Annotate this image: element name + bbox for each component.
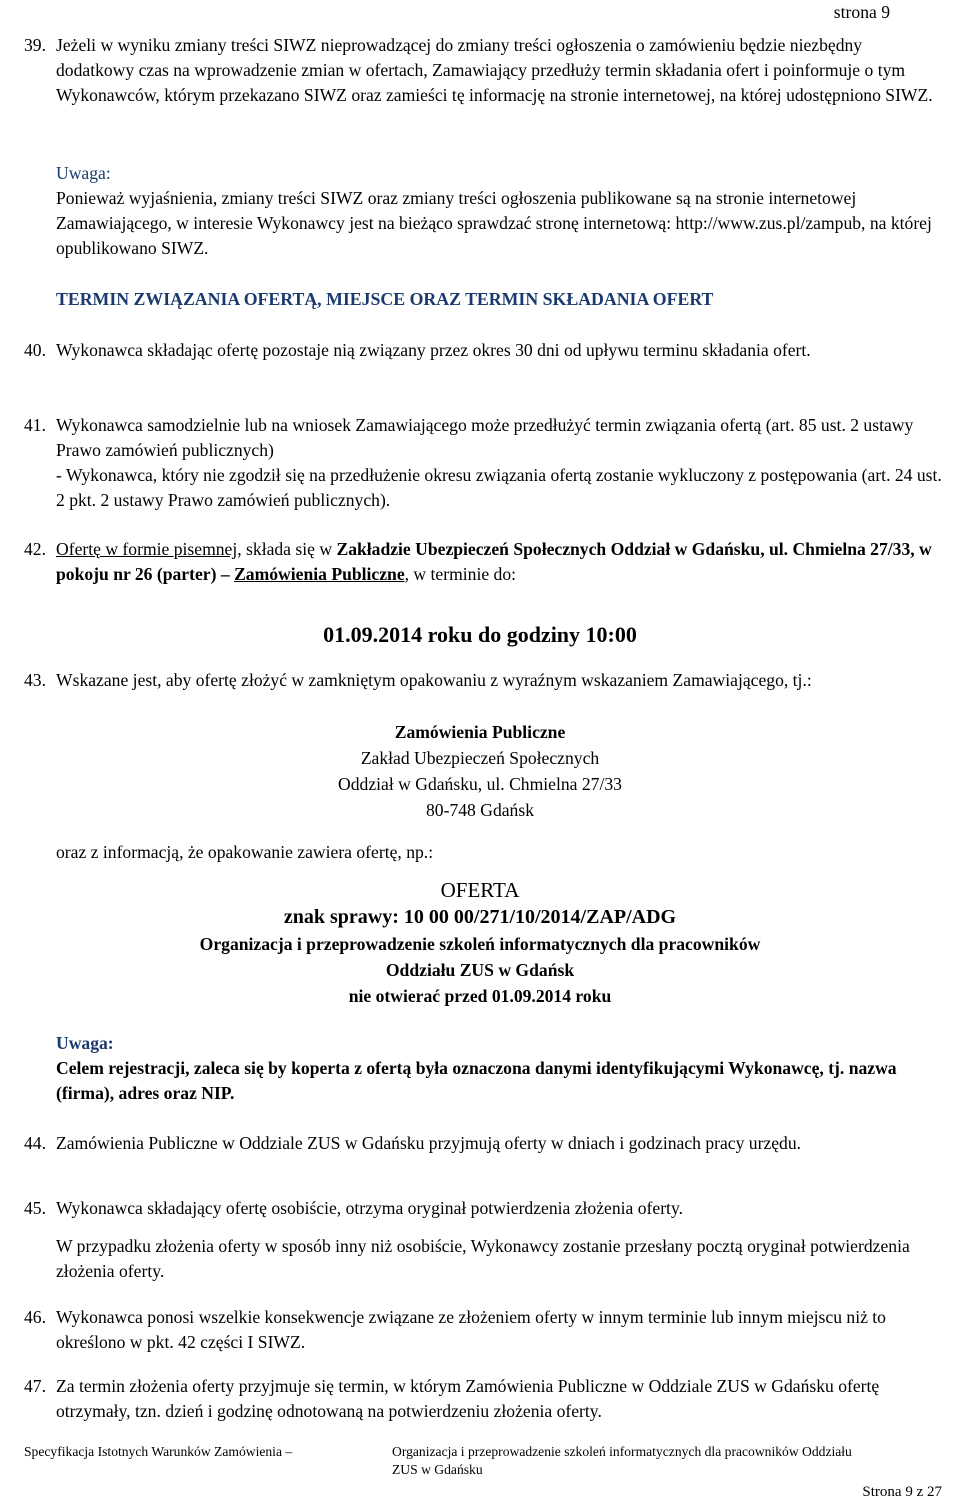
- note-label: Uwaga:: [56, 163, 111, 183]
- paragraph-45: [24, 1196, 942, 1284]
- footer-right: [392, 1443, 952, 1479]
- paragraph-text: Wskazane jest, aby ofertę złożyć w zamkniętym opakowaniu z wyraźnym wskazaniem Zamawiającego, tj.:: [56, 670, 812, 690]
- offer-title: Organizacja i przeprowadzenie szkoleń informatycznych dla pracowników: [199, 934, 761, 954]
- paragraph-text-postal: W przypadku złożenia oferty w sposób inny niż osobiście, Wykonawcy zostanie przesłany pocztą oryginał potwierdzenia złożenia oferty.: [56, 1236, 910, 1281]
- paragraph-number: 44.: [24, 1133, 46, 1153]
- section-heading: TERMIN ZWIĄZANIA OFERTĄ, MIEJSCE ORAZ TERMIN SKŁADANIA OFERT: [56, 289, 714, 309]
- paragraph-46: [24, 1305, 942, 1355]
- package-info-text: oraz z informacją, że opakowanie zawiera ofertę, np.:: [56, 842, 434, 862]
- offer-label: OFERTA: [440, 878, 520, 902]
- term-text: , w terminie do:: [404, 564, 517, 584]
- note-2: [56, 1031, 942, 1106]
- note-1: [56, 161, 942, 261]
- paragraph-40: [24, 338, 942, 363]
- location-text: Zakładzie Ubezpieczeń Społecznych Oddział w Gdańsku, ul. Chmielna 27/33, w pokoju nr 26 (parter): [56, 539, 932, 584]
- offer-branch: Oddziału ZUS w Gdańsk: [385, 960, 575, 980]
- address-line-2: Zakład Ubezpieczeń Społecznych: [360, 748, 600, 768]
- address-line-3: Oddział w Gdańsku, ul. Chmielna 27/33: [338, 774, 622, 794]
- paragraph-number: 41.: [24, 415, 46, 435]
- page-header: strona 9: [833, 2, 890, 22]
- paragraph-47: [24, 1374, 942, 1424]
- paragraph-text: Za termin złożenia oferty przyjmuje się termin, w którym Zamówienia Publiczne w Oddziale ZUS w Gdańsku ofertę otrzymały, tzn. dzień i godzinę odnotowaną na potwierdzeniu złożenia oferty.: [56, 1376, 880, 1421]
- paragraph-text-exclusion: - Wykonawca, który nie zgodził się na przedłużenie okresu związania ofertą zostanie wykluczony z postępowania (art. 24 ust. 2 pkt. 2 ustawy Prawo zamówień publicznych).: [56, 465, 942, 510]
- connector-text: , składa się w: [237, 539, 337, 559]
- deadline-date: 01.09.2014 roku do godziny 10:00: [323, 622, 637, 647]
- note-text: Ponieważ wyjaśnienia, zmiany treści SIWZ oraz zmiany treści ogłoszenia publikowane są na stronie internetowej Zamawiającego, w interesie Wykonawcy jest na bieżąco sprawdzać stronę internetową: http://www.zus.pl/zampub, na której opublikowano SIWZ.: [56, 188, 932, 258]
- offer-form-text: Ofertę w formie pisemnej: [56, 539, 238, 559]
- note-label: Uwaga:: [56, 1033, 114, 1053]
- paragraph-42: [24, 537, 942, 587]
- paragraph-number: 42.: [24, 539, 46, 559]
- paragraph-number: 40.: [24, 340, 46, 360]
- paragraph-41: [24, 413, 942, 513]
- paragraph-text: Wykonawca składający ofertę osobiście, otrzyma oryginał potwierdzenia złożenia oferty.: [56, 1198, 683, 1218]
- paragraph-text: Jeżeli w wyniku zmiany treści SIWZ nieprowadzącej do zmiany treści ogłoszenia o zamówieniu będzie niezbędny dodatkowy czas na wprowadzenie zmian w ofertach, Zamawiający przedłuży termin składania ofert i poinformuje o tym Wykonawców, którym przekazano SIWZ oraz zamieści tę informację na stronie internetowej, na której udostępniono SIWZ.: [56, 35, 933, 105]
- offer-do-not-open: nie otwierać przed 01.09.2014 roku: [348, 986, 612, 1006]
- note-text: Celem rejestracji, zaleca się by koperta z ofertą była oznaczona danymi identyfikującymi Wykonawcę, tj. nazwa (firma), adres oraz NIP.: [56, 1058, 897, 1103]
- paragraph-39: [24, 33, 942, 108]
- footer-right-line-2: ZUS w Gdańsku: [392, 1462, 483, 1477]
- paragraph-text: Zamówienia Publiczne w Oddziale ZUS w Gdańsku przyjmują oferty w dniach i godzinach pracy urzędu.: [56, 1133, 802, 1153]
- paragraph-number: 46.: [24, 1307, 46, 1327]
- paragraph-number: 47.: [24, 1376, 46, 1396]
- paragraph-44: [24, 1131, 942, 1156]
- footer-page-number: Strona 9 z 27: [862, 1484, 942, 1500]
- paragraph-number: 43.: [24, 670, 46, 690]
- paragraph-number: 45.: [24, 1198, 46, 1218]
- dash-text: –: [216, 564, 235, 584]
- address-line-1: Zamówienia Publiczne: [394, 722, 566, 742]
- paragraph-text: Wykonawca samodzielnie lub na wniosek Zamawiającego może przedłużyć termin związania ofertą (art. 85 ust. 2 ustawy Prawo zamówień publicznych): [56, 415, 914, 460]
- paragraph-number: 39.: [24, 35, 46, 55]
- paragraph-text: Wykonawca ponosi wszelkie konsekwencje związane ze złożeniem oferty w innym terminie lub innym miejscu niż to określono w pkt. 42 części I SIWZ.: [56, 1307, 886, 1352]
- footer-right-line-1: Organizacja i przeprowadzenie szkoleń informatycznych dla pracowników Oddziału: [392, 1444, 852, 1459]
- paragraph-text: Wykonawca składając ofertę pozostaje nią związany przez okres 30 dni od upływu terminu składania ofert.: [56, 340, 811, 360]
- footer-left: Specyfikacja Istotnych Warunków Zamówienia –: [24, 1444, 293, 1459]
- address-line-4: 80-748 Gdańsk: [426, 800, 534, 820]
- department-text: Zamówienia Publiczne: [234, 564, 405, 584]
- case-number: znak sprawy: 10 00 00/271/10/2014/ZAP/ADG: [283, 906, 677, 928]
- paragraph-43: [24, 668, 942, 693]
